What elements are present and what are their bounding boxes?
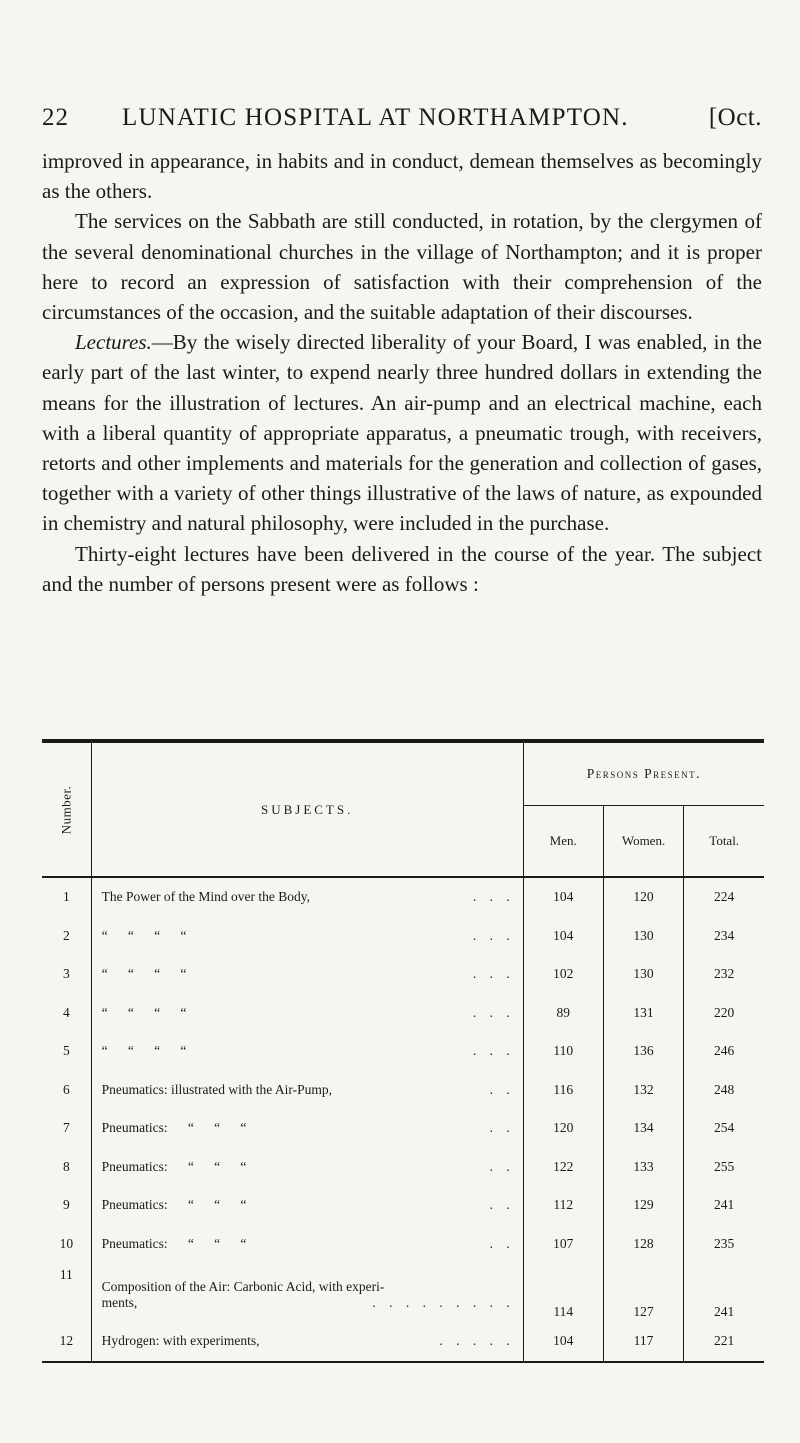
paragraph-4: Thirty-eight lectures have been delivered in the course of the year. The subject and the number of persons present were as follows : [42,541,762,596]
paragraph-3 [42,327,762,538]
page-number: 22 [42,104,69,131]
table-row: 1 The Power of the Mind over the Body, . . . 104 120 224 [42,877,764,917]
table-row: 10 Pneumatics: “ “ “ . . 107 128 235 [42,1225,764,1264]
table-row: 7 Pneumatics: “ “ “ . . 120 134 254 [42,1109,764,1148]
running-title: LUNATIC HOSPITAL AT NORTHAMPTON. [122,104,629,131]
table-row: 5 “ “ “ “ . . . 110 136 246 [42,1032,764,1071]
paragraph-3-body: —By the wisely directed liberality of your Board, I was enabled, in the early part of the last winter, to expend nearly three hundred dollars in extending the means for the illustration of lectures. An air-pump and an electrical machine, each with a liberal quantity of appropriate apparatus, a pneumatic trough, with receivers, retorts and other implements and materials for the generation and collection of gases, together with a variety of other things illustrative of the laws of nature, as expounded in chemistry and natural philosophy, were included in the purchase. [42,330,762,536]
table-bottom-rule [42,1361,764,1363]
women-column-header: Women. [603,806,684,878]
persons-present-header: Persons Present. [523,743,764,806]
body-text [42,146,762,599]
subjects-column-header: SUBJECTS. [91,743,523,877]
table-row: 8 Pneumatics: “ “ “ . . 122 133 255 [42,1148,764,1187]
table-row: 4 “ “ “ “ . . . 89 131 220 [42,994,764,1033]
table-row: 6 Pneumatics: illustrated with the Air-Pump, . . 116 132 248 [42,1071,764,1110]
paragraph-2: The services on the Sabbath are still conducted, in rotation, by the clergymen of the several denominational churches in the village of Northampton; and it is proper here to record an expression of satisfaction with their comprehension of the circumstances of the occasion, and the suitable adaptation of their discourses. [42,209,762,325]
table-row: 3 “ “ “ “ . . . 102 130 232 [42,955,764,994]
running-header [42,104,762,138]
paragraph-1: improved in appearance, in habits and in conduct, demean themselves as becomingly as the others. [42,149,762,204]
table-row: 2 “ “ “ “ . . . 104 130 234 [42,917,764,956]
table-row: 12 Hydrogen: with experiments, . . . . . 104 117 221 [42,1322,764,1361]
table-row: 9 Pneumatics: “ “ “ . . 112 129 241 [42,1186,764,1225]
total-column-header: Total. [684,806,764,878]
lectures-table [42,739,764,1363]
lectures-heading: Lectures. [75,330,152,355]
running-date: [Oct. [708,104,762,131]
number-column-header: Number. [42,743,91,877]
men-column-header: Men. [523,806,603,878]
table-row: 11 Composition of the Air: Carbonic Acid, with experi- ments, . . . . . . . . . 114 127 241 [42,1263,764,1322]
